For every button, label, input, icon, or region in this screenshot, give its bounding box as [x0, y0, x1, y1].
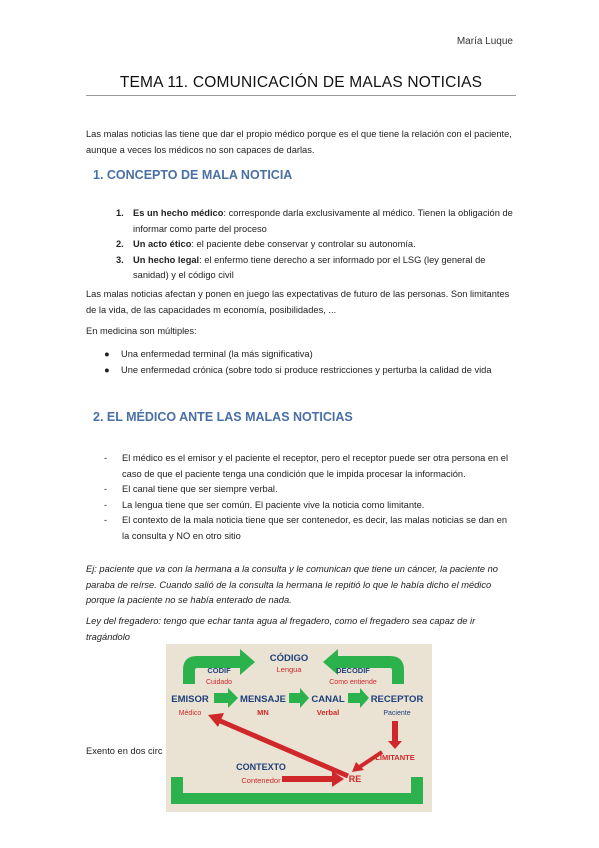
list-item: [104, 498, 516, 514]
list-item-text: La lengua tiene que ser común. El paciente vive la noticia como limitante.: [122, 499, 425, 510]
list-item: [116, 237, 516, 253]
label-lengua: Lengua: [276, 665, 302, 674]
author-name: María Luque: [456, 36, 513, 47]
list-item-term: Un acto ético: [133, 239, 192, 249]
label-paciente: Paciente: [383, 710, 411, 717]
bullet-list: [104, 347, 516, 378]
list-number: 2.: [116, 239, 124, 249]
list-number: 1.: [116, 208, 124, 218]
label-contenedor: Contenedor: [241, 776, 281, 785]
list-item-text: : corresponde darla exclusivamente al médico. Tienen la obligación de informar como parte del proceso: [133, 208, 513, 234]
intro-paragraph: Las malas noticias las tiene que dar el propio médico porque es el que tiene la relación con el paciente, aunque a veces los médicos no son capaces de darlas.: [86, 129, 512, 155]
dash-icon: -: [104, 453, 108, 463]
list-item-term: Un hecho legal: [133, 254, 200, 265]
dash-icon: -: [104, 484, 108, 494]
list-item-text: El contexto de la mala noticia tiene que ser contenedor, es decir, las malas noticias se dan en la consulta y NO en otro sitio: [122, 515, 508, 541]
list-item: [104, 482, 516, 498]
list-item-text: : el enfermo tiene derecho a ser informado por el LSG (ley general de sanidad) y el código civil: [133, 254, 486, 280]
label-mn: MN: [257, 708, 269, 717]
list-item: [104, 513, 516, 544]
list-item-text: El médico es el emisor y el paciente el receptor, pero el receptor puede ser otra persona en el caso de que el paciente tenga una condición que le impida procesar la información.: [122, 453, 509, 479]
label-cuidado: Cuidado: [205, 679, 233, 686]
page-title: TEMA 11. COMUNICACIÓN DE MALAS NOTICIAS: [119, 74, 483, 91]
list-number: 3.: [116, 254, 124, 265]
list-item: [104, 451, 516, 482]
list-item: [116, 253, 516, 284]
ordered-list: [116, 206, 516, 284]
label-medico: Médico: [178, 710, 202, 717]
multiple-paragraph: En medicina son múltiples:: [86, 326, 197, 336]
list-item-text: El canal tiene que ser siempre verbal.: [122, 484, 278, 494]
dash-icon: -: [104, 515, 108, 525]
law-paragraph: Ley del fregadero: tengo que echar tanta agua al fregadero, como el fregadero sea capaz de ir tragándolo: [86, 616, 476, 642]
label-mensaje: MENSAJE: [240, 694, 286, 705]
example-paragraph: Ej: paciente que va con la hermana a la consulta y le comunican que tiene un cáncer, la paciente no paraba de reírse. Cuando salió de la consulta la hermana le repitió lo que le había dicho el médico porque la paciente no se había enterado de nada.: [86, 564, 498, 605]
section-2-heading: 2. EL MÉDICO ANTE LAS MALAS NOTICIAS: [93, 410, 353, 424]
bullet-icon: ●: [104, 349, 110, 359]
label-re: RE: [348, 774, 362, 784]
list-item: [104, 363, 516, 379]
label-codigo: CÓDIGO: [269, 653, 309, 664]
label-canal: CANAL: [311, 694, 345, 705]
dash-list: [104, 451, 516, 544]
section-1-heading: 1. CONCEPTO DE MALA NOTICIA: [93, 168, 293, 182]
partially-hidden-text: Exento en dos circ: [86, 746, 163, 756]
expectations-paragraph: Las malas noticias afectan y ponen en juego las expectativas de futuro de las personas. Son limitantes de la vida, de las capacidades m economía, posibilidades, ...: [86, 289, 510, 315]
dash-icon: -: [104, 499, 108, 510]
label-limitante: LIMITANTE: [375, 753, 415, 762]
bullet-icon: ●: [104, 364, 110, 375]
list-item: [104, 347, 516, 363]
communication-diagram: [166, 644, 432, 812]
list-item-text: Una enfermedad terminal (la más significativa): [121, 349, 313, 359]
list-item-text: Une enfermedad crónica (sobre todo si produce restricciones y perturba la calidad de vida: [121, 364, 492, 375]
label-contexto: CONTEXTO: [236, 762, 286, 772]
label-receptor: RECEPTOR: [370, 694, 424, 705]
label-como-entiende: Como entiende: [329, 679, 377, 686]
label-codif: CODIF: [207, 666, 231, 675]
list-item: [116, 206, 516, 237]
label-emisor: EMISOR: [171, 694, 209, 705]
list-item-term: Es un hecho médico: [133, 208, 224, 218]
title-underline: [86, 95, 516, 96]
list-item-text: : el paciente debe conservar y controlar su autonomía.: [191, 239, 416, 249]
label-verbal: Verbal: [316, 708, 340, 717]
label-decodif: DECODIF: [336, 666, 370, 675]
